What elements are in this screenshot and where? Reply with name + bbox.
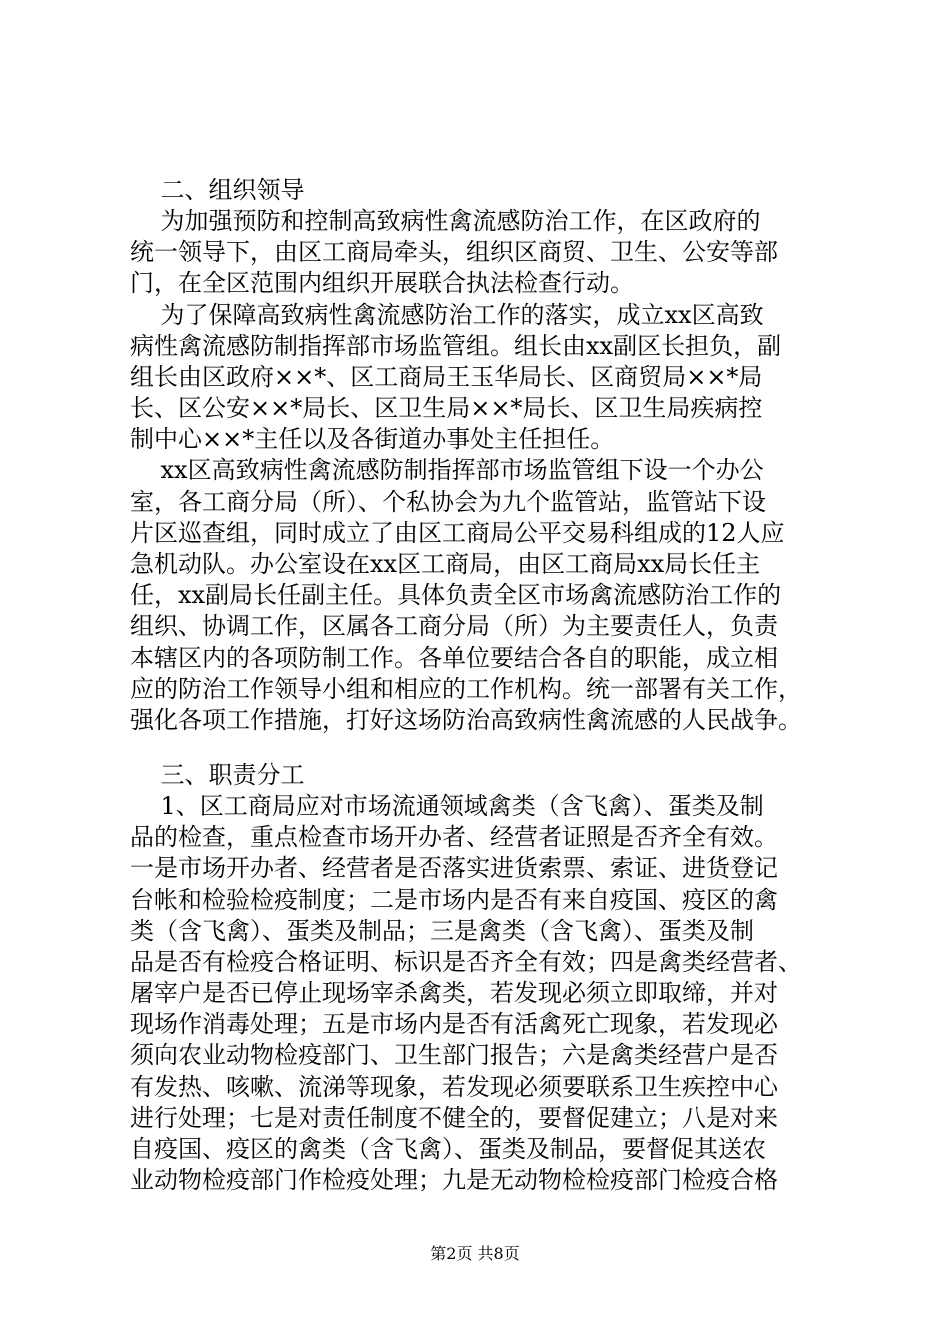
text-line: 自疫国、疫区的禽类（含飞禽）、蛋类及制品，要督促其送农 bbox=[130, 1135, 766, 1163]
text-line: 业动物检疫部门作检疫处理；九是无动物检检疫部门检疫合格 bbox=[130, 1166, 778, 1194]
text-line: 一是市场开办者、经营者是否落实进货索票、索证、进货登记 bbox=[130, 854, 778, 882]
text-line: 本辖区内的各项防制工作。各单位要结合各自的职能，成立相 bbox=[130, 644, 778, 672]
text-line: 品的检查，重点检查市场开办者、经营者证照是否齐全有效。 bbox=[130, 823, 778, 851]
text-line: 室，各工商分局（所）、个私协会为九个监管站，监管站下设 bbox=[130, 488, 766, 516]
text-line: 为了保障高致病性禽流感防治工作的落实，成立xx区高致 bbox=[130, 301, 764, 329]
text-line: 须向农业动物检疫部门、卫生部门报告；六是禽类经营户是否 bbox=[130, 1041, 778, 1069]
text-line: 制中心××*主任以及各街道办事处主任担任。 bbox=[130, 425, 615, 453]
text-line: 急机动队。办公室设在xx区工商局，由区工商局xx局长任主 bbox=[130, 550, 761, 578]
text-line: 强化各项工作措施，打好这场防治高致病性禽流感的人民战争。 bbox=[130, 706, 802, 734]
section-heading: 三、职责分工 bbox=[130, 761, 305, 789]
text-line: 台帐和检验检疫制度；二是市场内是否有来自疫国、疫区的禽 bbox=[130, 886, 778, 914]
section-heading: 二、组织领导 bbox=[130, 176, 305, 204]
text-line: 为加强预防和控制高致病性禽流感防治工作，在区政府的 bbox=[130, 207, 761, 235]
text-line: 屠宰户是否已停止现场宰杀禽类，若发现必须立即取缔，并对 bbox=[130, 979, 778, 1007]
page-number-footer: 第2页 共8页 bbox=[430, 1244, 520, 1263]
text-line: 品是否有检疫合格证明、标识是否齐全有效；四是禽类经营者、 bbox=[130, 948, 802, 976]
text-line: 门，在全区范围内组织开展联合执法检查行动。 bbox=[130, 269, 634, 297]
text-line: xx区高致病性禽流感防制指挥部市场监管组下设一个办公 bbox=[130, 456, 764, 484]
text-line: 进行处理；七是对责任制度不健全的，要督促建立；八是对来 bbox=[130, 1104, 778, 1132]
text-line: 有发热、咳嗽、流涕等现象，若发现必须要联系卫生疾控中心 bbox=[130, 1073, 778, 1101]
text-line: 应的防治工作领导小组和相应的工作机构。统一部署有关工作， bbox=[130, 675, 802, 703]
text-line: 片区巡查组，同时成立了由区工商局公平交易科组成的12人应 bbox=[130, 519, 785, 547]
text-line: 任，xx副局长任副主任。具体负责全区市场禽流感防治工作的 bbox=[130, 581, 782, 609]
text-line: 长、区公安××*局长、区卫生局××*局长、区卫生局疾病控 bbox=[130, 394, 763, 422]
text-line: 1、区工商局应对市场流通领域禽类（含飞禽）、蛋类及制 bbox=[130, 792, 764, 820]
text-line: 现场作消毒处理；五是市场内是否有活禽死亡现象，若发现必 bbox=[130, 1010, 778, 1038]
text-line: 组长由区政府××*、区工商局王玉华局长、区商贸局××*局 bbox=[130, 363, 763, 391]
text-line: 统一领导下，由区工商局牵头，组织区商贸、卫生、公安等部 bbox=[130, 238, 778, 266]
text-line: 组织、协调工作，区属各工商分局（所）为主要责任人，负责 bbox=[130, 612, 778, 640]
text-line: 病性禽流感防制指挥部市场监管组。组长由xx副区长担负，副 bbox=[130, 332, 782, 360]
text-line: 类（含飞禽）、蛋类及制品；三是禽类（含飞禽）、蛋类及制 bbox=[130, 917, 754, 945]
